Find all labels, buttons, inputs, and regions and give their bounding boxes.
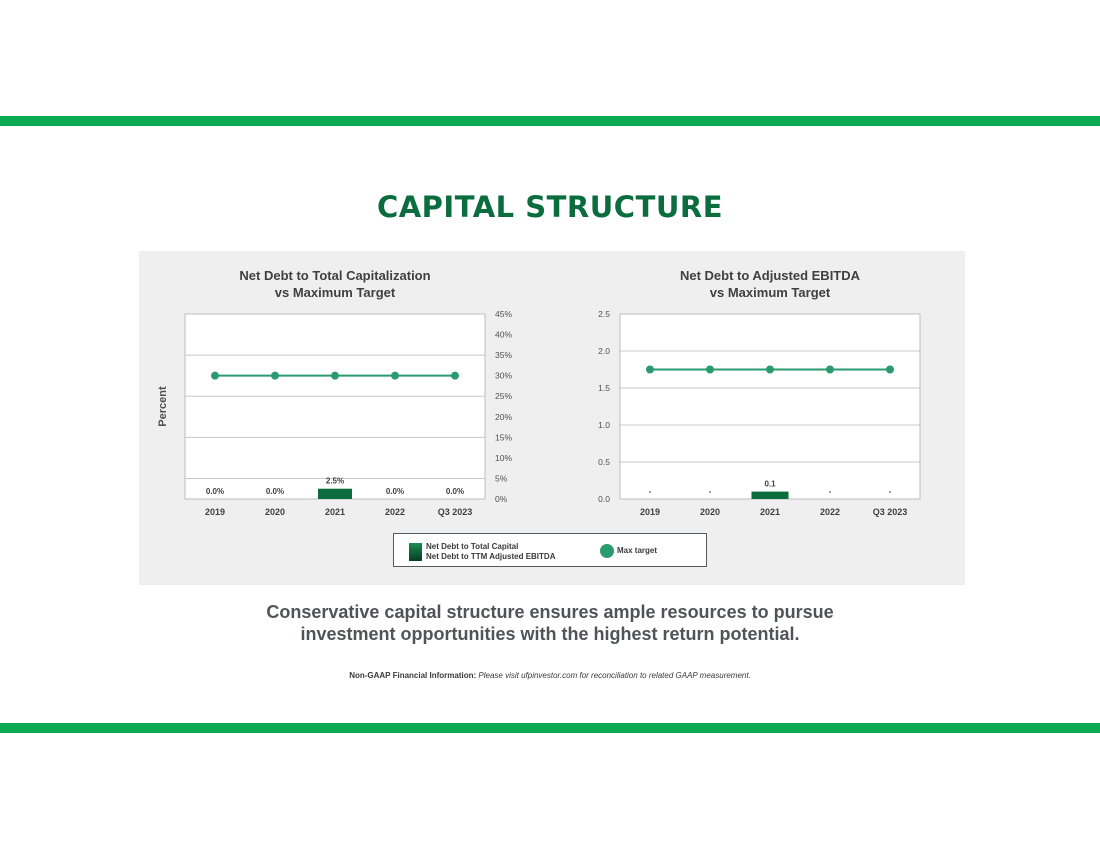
chart-1-title-line1: Net Debt to Total Capitalization <box>239 268 431 283</box>
chart-1-title <box>185 267 485 301</box>
footnote-text: Please visit ufpinvestor.com for reconciliation to related GAAP measurement. <box>478 671 751 680</box>
x-tick-label: 2021 <box>324 507 346 517</box>
net-debt-to-ebitda-chart <box>598 309 920 517</box>
charts-panel <box>139 251 965 585</box>
tagline-line-1: Conservative capital structure ensures ample resources to pursue <box>266 602 834 622</box>
chart-1-title-line2: vs Maximum Target <box>274 285 396 300</box>
y-tick-label: 2.5 <box>598 309 610 319</box>
data-label: - <box>708 487 712 496</box>
page-title: CAPITAL STRUCTURE <box>376 190 724 224</box>
data-label: - <box>888 487 892 496</box>
max-target-point <box>271 372 279 380</box>
x-tick-label: 2021 <box>759 507 781 517</box>
legend-bar-labels <box>426 542 555 561</box>
bar <box>752 492 789 499</box>
chart-2-title <box>620 267 920 301</box>
y-tick-label: 1.5 <box>598 383 610 393</box>
data-label: 0.0% <box>265 487 285 496</box>
y-tick-label: 40% <box>495 329 513 340</box>
x-tick-label: 2020 <box>264 507 286 517</box>
legend-max-target-label: Max target <box>617 546 658 555</box>
y-tick-label: 10% <box>495 452 513 463</box>
y-tick-label: 30% <box>495 370 513 381</box>
x-tick-label: Q3 2023 <box>437 507 473 517</box>
footnote <box>0 671 1100 680</box>
data-label: - <box>648 487 652 496</box>
max-target-point <box>766 366 774 374</box>
x-tick-label: 2022 <box>819 507 841 517</box>
data-label: 0.0% <box>445 487 465 496</box>
footnote-label: Non-GAAP Financial Information: <box>349 671 477 680</box>
legend-bar-label-1: Net Debt to Total Capital <box>426 542 519 551</box>
legend-bar-swatch <box>409 543 422 561</box>
bottom-accent-band <box>0 723 1100 733</box>
top-accent-band <box>0 116 1100 126</box>
y-tick-label: 0.5 <box>598 457 610 467</box>
chart-legend <box>393 533 707 567</box>
y-tick-label: 5% <box>495 473 508 484</box>
max-target-point <box>706 366 714 374</box>
max-target-point <box>211 372 219 380</box>
tagline-line-2: investment opportunities with the highest return potential. <box>300 624 800 644</box>
max-target-point <box>331 372 339 380</box>
tagline <box>0 601 1100 645</box>
legend-bar-label-2: Net Debt to TTM Adjusted EBITDA <box>426 551 556 561</box>
x-tick-label: Q3 2023 <box>872 507 908 517</box>
y-tick-label: 0.0 <box>598 494 610 504</box>
data-label: 0.0% <box>385 487 405 496</box>
bar <box>318 489 352 499</box>
x-tick-label: 2022 <box>384 507 406 517</box>
x-tick-label: 2019 <box>639 507 661 517</box>
max-target-point <box>451 372 459 380</box>
y-tick-label: 15% <box>495 432 513 443</box>
y-axis-label: Percent <box>157 386 169 427</box>
max-target-point <box>886 366 894 374</box>
chart-2-title-line2: vs Maximum Target <box>709 285 831 300</box>
y-tick-label: 0% <box>495 494 508 504</box>
y-tick-label: 35% <box>495 350 513 361</box>
y-tick-label: 2.0 <box>598 346 610 356</box>
net-debt-to-capitalization-chart <box>157 309 512 517</box>
max-target-point <box>646 366 654 374</box>
plot-area <box>620 314 920 499</box>
x-tick-label: 2019 <box>204 507 226 517</box>
plot-area <box>185 314 485 499</box>
y-tick-label: 25% <box>495 391 513 402</box>
y-tick-label: 45% <box>495 309 513 319</box>
max-target-point <box>391 372 399 380</box>
data-label: - <box>828 487 832 496</box>
x-tick-label: 2020 <box>699 507 721 517</box>
data-label: 2.5% <box>325 476 345 486</box>
data-label: 0.1 <box>764 479 776 489</box>
max-target-point <box>826 366 834 374</box>
chart-2-title-line1: Net Debt to Adjusted EBITDA <box>679 268 861 283</box>
legend-max-target-marker <box>600 544 614 558</box>
y-tick-label: 1.0 <box>598 420 610 430</box>
y-tick-label: 20% <box>495 411 513 422</box>
data-label: 0.0% <box>205 487 225 496</box>
